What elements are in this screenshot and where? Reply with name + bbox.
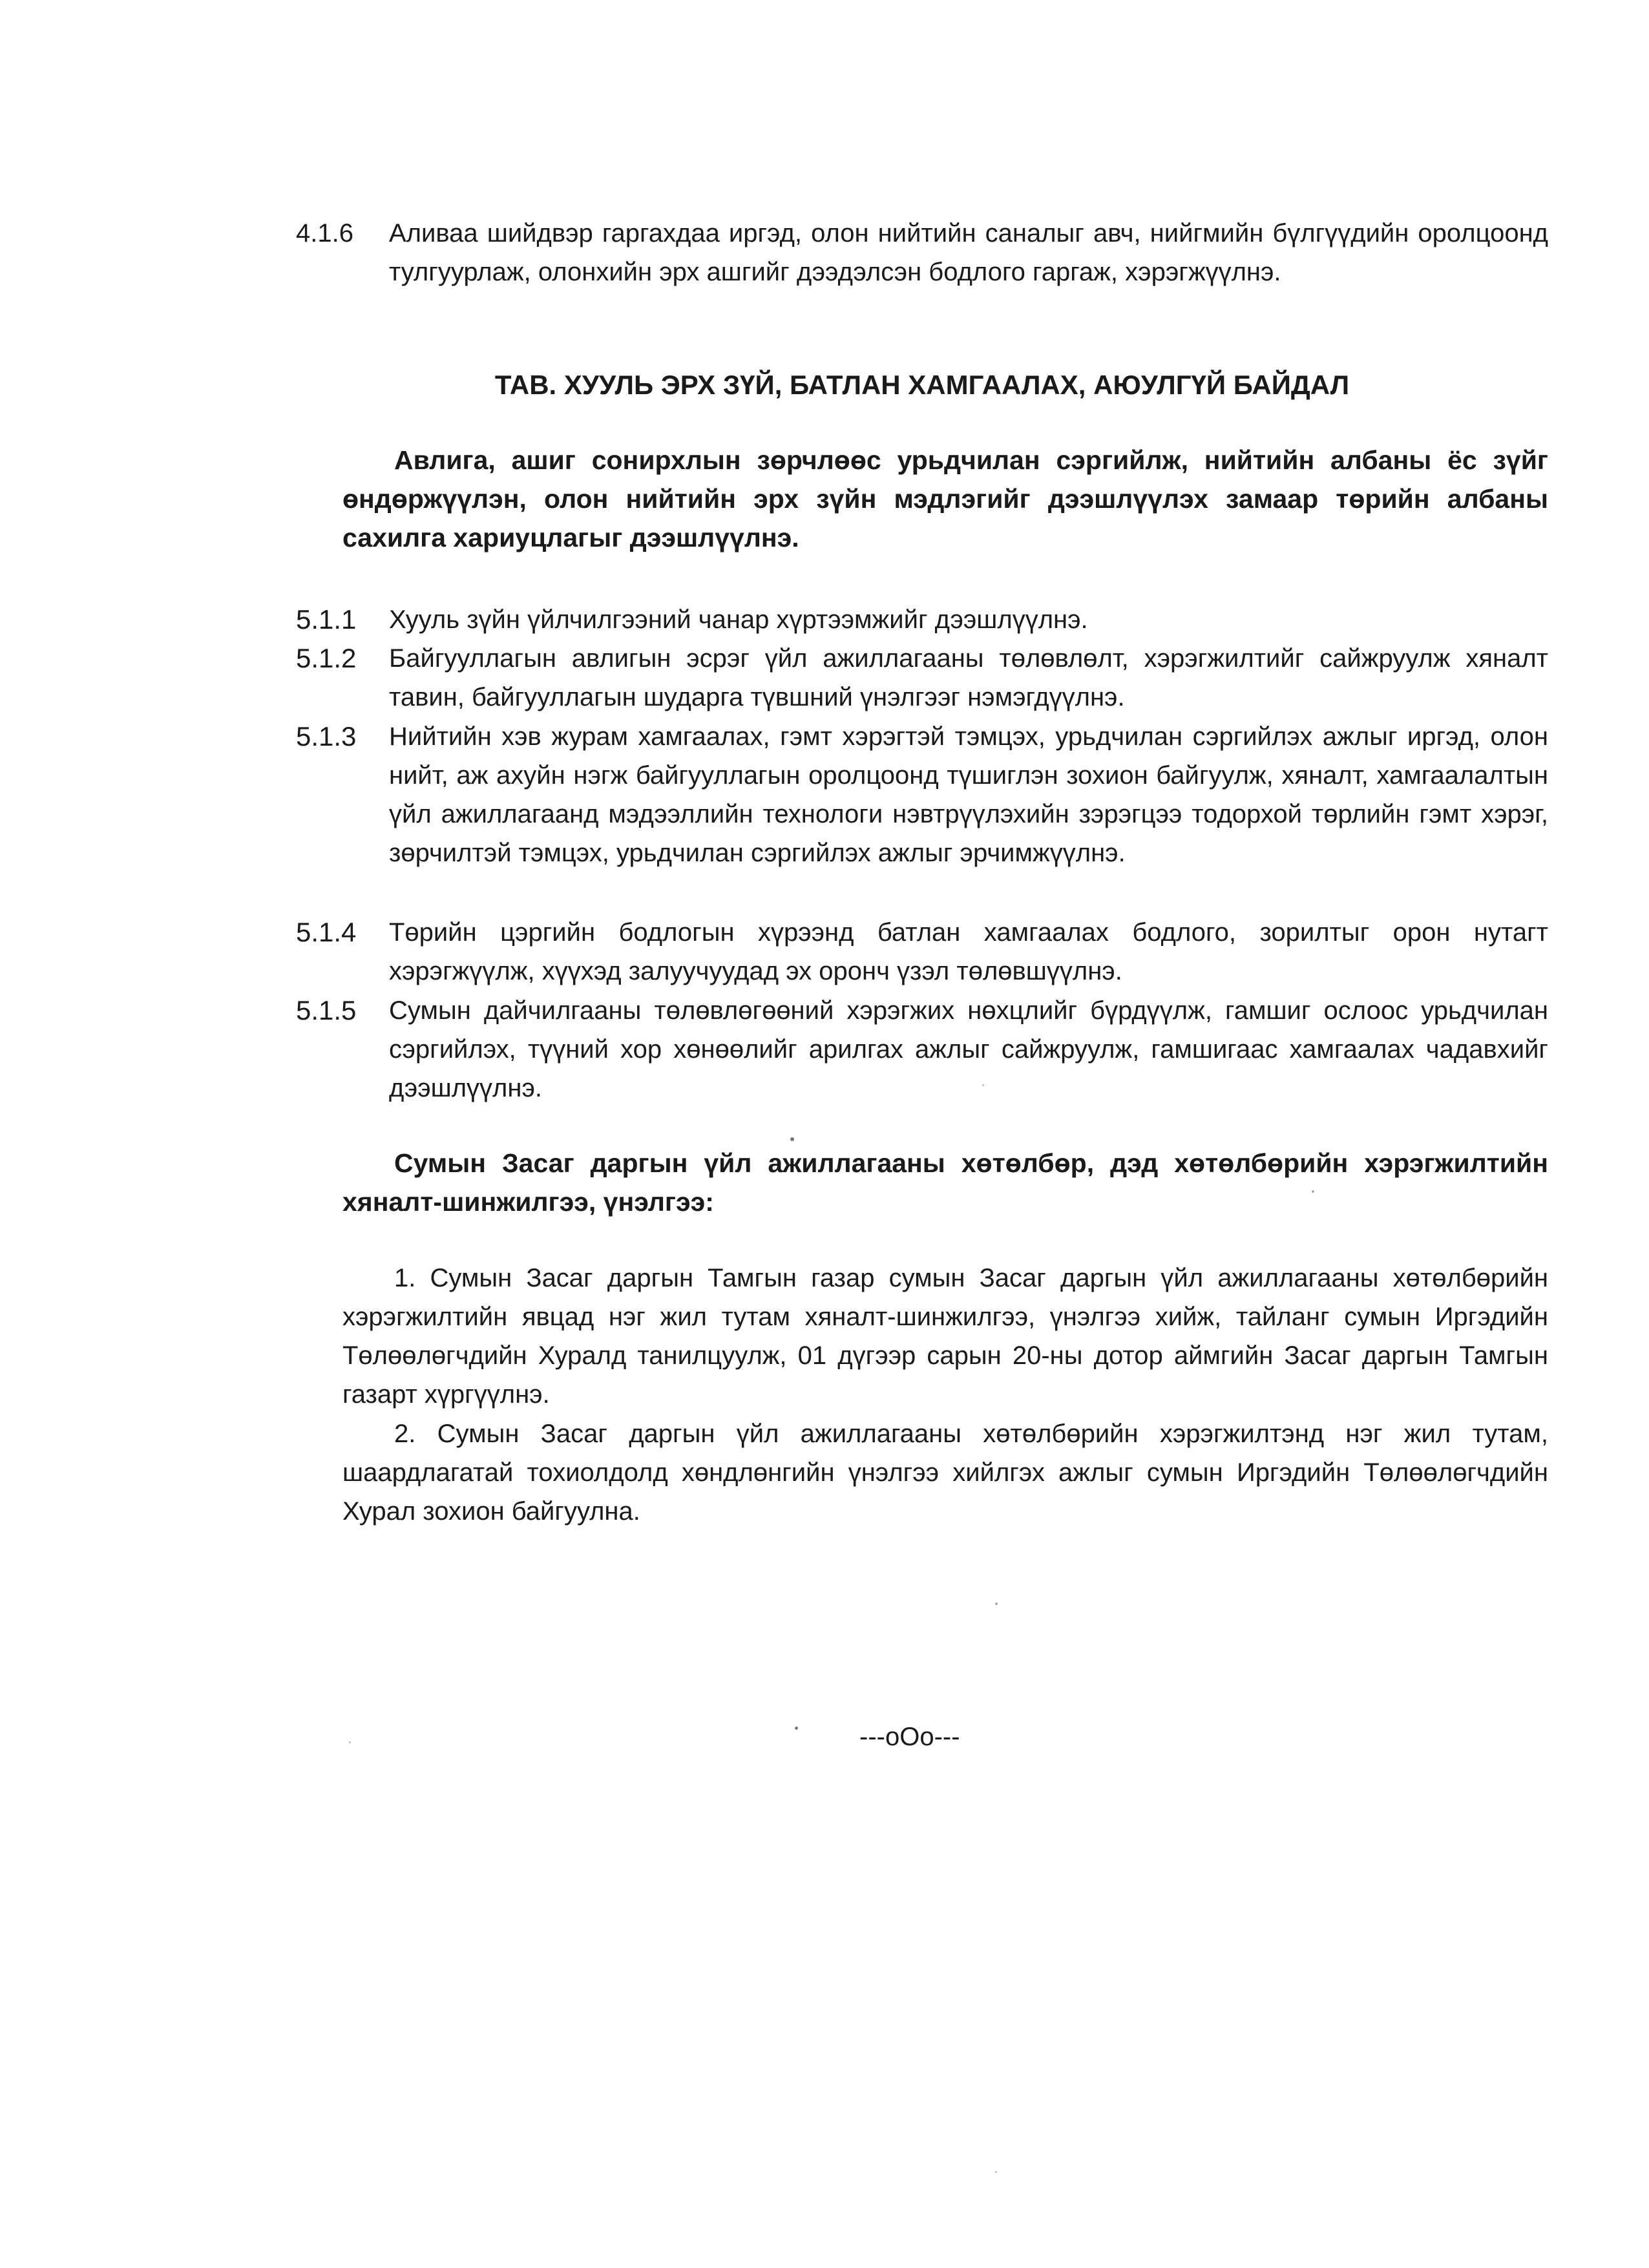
item-text: Аливаа шийдвэр гаргахдаа иргэд, олон нийтийн саналыг авч, нийгмийн бүлгүүдийн оролцоонд тулгуурлаж, олонхийн эрх ашгийг дээдэлсэн бодлого гаргаж, хэрэгжүүлнэ. — [389, 219, 1548, 286]
item-number: 5.1.5 — [296, 995, 357, 1025]
goal-paragraph: Авлига, ашиг сонирхлын зөрчлөөс урьдчилан сэргийлж, нийтийн албаны ёс зүйг өндөржүүлэн, олон нийтийн эрх зүйн мэдлэгийг дээшлүүлэх замаар төрийн албаны сахилга хариуцлагыг дээшлүүлнэ. — [342, 445, 1548, 552]
scan-speck — [982, 1084, 984, 1086]
scan-speck — [995, 1602, 998, 1605]
scan-speck — [995, 2171, 997, 2173]
item-text: Хууль зүйн үйлчилгээний чанар хүртээмжийг дээшлүүлнэ. — [389, 605, 1088, 634]
scan-speck — [349, 1741, 351, 1743]
item-number: 5.1.1 — [296, 604, 357, 635]
item-number: 4.1.6 — [296, 219, 353, 247]
section-heading: ТАВ. ХУУЛЬ ЭРХ ЗҮЙ, БАТЛАН ХАМГААЛАХ, АЮУЛГҮЙ БАЙДАЛ — [494, 370, 1350, 400]
scan-speck — [1312, 1190, 1314, 1193]
item-number: 5.1.4 — [296, 917, 357, 947]
scan-speck — [795, 1727, 798, 1730]
monitoring-heading: Сумын Засаг даргын үйл ажиллагааны хөтөлбөр, дэд хөтөлбөрийн хэрэгжилтийн хяналт-шинжилгээ, үнэлгээ: — [342, 1148, 1548, 1217]
item-text: Төрийн цэргийн бодлогын хүрээнд батлан хамгаалах бодлого, зорилтыг орон нутагт хэрэгжүүлж, хүүхэд залуучуудад эх оронч үзэл төлөвшүүлнэ. — [389, 918, 1548, 985]
monitoring-point: 1. Сумын Засаг даргын Тамгын газар сумын Засаг даргын үйл ажиллагааны хөтөлбөрийн хэрэгжилтийн явцад нэг жил тутам хяналт-шинжилгээ, үнэлгээ хийж, тайланг сумын Иргэдийн Төлөөлөгчдийн Хуралд танилцуулж, 01 дүгээр сарын 20-ны дотор аймгийн Засаг даргын Тамгын газарт хүргүүлнэ. — [342, 1264, 1548, 1409]
item-text: Байгууллагын авлигын эсрэг үйл ажиллагааны төлөвлөлт, хэрэгжилтийг сайжруулж хяналт тавин, байгууллагын шударга түвшний үнэлгээг нэмэгдүүлнэ. — [389, 644, 1548, 711]
item-text: Сумын дайчилгааны төлөвлөгөөний хэрэгжих нөхцлийг бүрдүүлж, гамшиг ослоос урьдчилан сэргийлэх, түүний хор хөнөөлийг арилгах ажлыг сайжруулж, гамшигаас хамгаалах чадавхийг дээшлүүлнэ. — [389, 996, 1548, 1102]
item-number: 5.1.2 — [296, 643, 357, 673]
item-text: Нийтийн хэв журам хамгаалах, гэмт хэрэгтэй тэмцэх, урьдчилан сэргийлэх ажлыг иргэд, олон нийт, аж ахуйн нэгж байгууллагын оролцоонд түшиглэн зохион байгуулж, хяналт, хамгаалалтын үйл ажиллагаанд мэдээллийн технологи нэвтрүүлэхийн зэрэгцээ тодорхой төрлийн гэмт хэрэг, зөрчилтэй тэмцэх, урьдчилан сэргийлэх ажлыг эрчимжүүлнэ. — [389, 722, 1548, 867]
item-number: 5.1.3 — [296, 721, 357, 751]
scan-speck — [790, 1137, 794, 1141]
monitoring-point: 2. Сумын Засаг даргын үйл ажиллагааны хөтөлбөрийн хэрэгжилтэнд нэг жил тутам, шаардлагатай тохиолдолд хөндлөнгийн үнэлгээ хийлгэх ажлыг сумын Иргэдийн Төлөөлөгчдийн Хурал зохион байгуулна. — [342, 1420, 1548, 1526]
end-mark: ---oOo--- — [859, 1723, 960, 1751]
